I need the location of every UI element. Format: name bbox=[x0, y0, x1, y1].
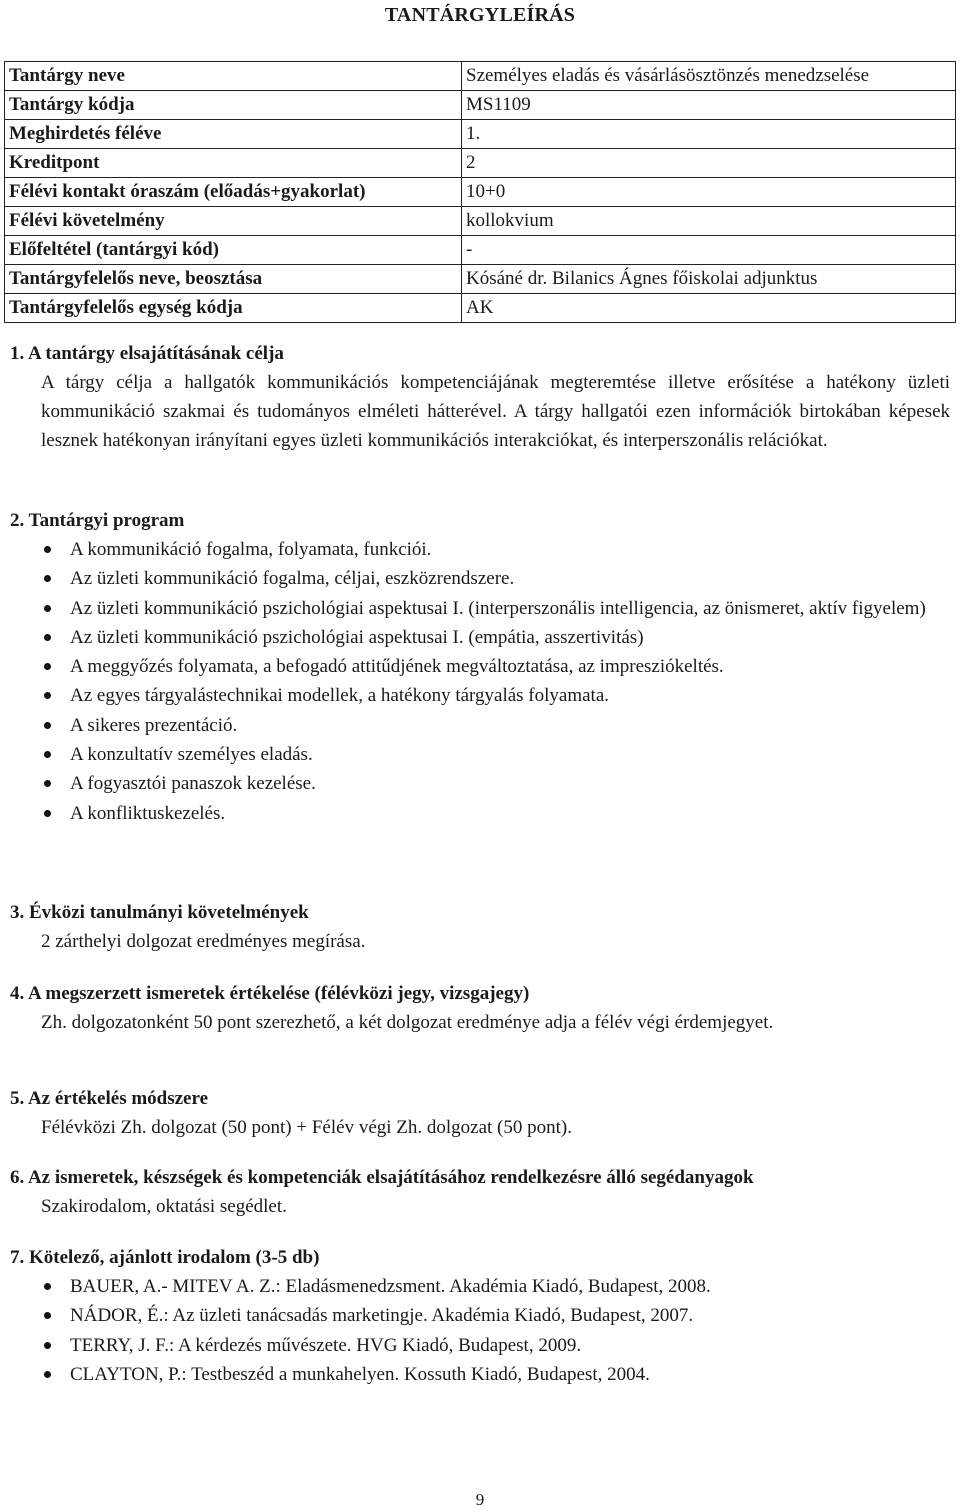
table-row bbox=[5, 207, 956, 236]
list-item: Az üzleti kommunikáció pszichológiai aspektusai I. (interperszonális intelligencia, az önismeret, aktív figyelem) bbox=[10, 594, 950, 623]
section-evaluation bbox=[10, 980, 950, 1037]
section-text: A tárgy célja a hallgatók kommunikációs kompetenciájának megteremtése illetve erősítése a hatékony üzleti kommunikáció szakmai és tudományos elméleti hátterével. A tárgy hallgatói ezen információk birtokában képesek lesznek hatékonyan irányítani egyes üzleti kommunikációs interakciókat, és interperszonális relációkat. bbox=[41, 372, 950, 451]
row-value: Személyes eladás és vásárlásösztönzés menedzselése bbox=[462, 62, 956, 91]
table-row bbox=[5, 149, 956, 178]
section-goal bbox=[10, 340, 950, 455]
section-text: Szakirodalom, oktatási segédlet. bbox=[41, 1196, 287, 1217]
table-row bbox=[5, 236, 956, 265]
table-row bbox=[5, 294, 956, 323]
table-row bbox=[5, 91, 956, 120]
row-label: Meghirdetés féléve bbox=[5, 120, 462, 149]
list-item: A fogyasztói panaszok kezelése. bbox=[10, 769, 950, 798]
row-label: Tantárgyfelelős neve, beosztása bbox=[5, 265, 462, 294]
section-heading: 5. Az értékelés módszere bbox=[10, 1088, 209, 1109]
row-value: kollokvium bbox=[462, 207, 956, 236]
literature-list bbox=[10, 1272, 950, 1389]
section-text: 2 zárthelyi dolgozat eredményes megírása. bbox=[41, 931, 366, 952]
row-label: Tantárgy neve bbox=[5, 62, 462, 91]
table-row bbox=[5, 120, 956, 149]
section-requirements bbox=[10, 899, 950, 956]
page-number: 9 bbox=[475, 1490, 485, 1509]
row-value: - bbox=[462, 236, 956, 265]
table-row bbox=[5, 178, 956, 207]
list-item: BAUER, A.- MITEV A. Z.: Eladásmenedzsment. Akadémia Kiadó, Budapest, 2008. bbox=[10, 1272, 950, 1301]
course-info-table bbox=[4, 61, 956, 323]
section-heading: 6. Az ismeretek, készségek és kompetenciák elsajátításához rendelkezésre álló segédanyagok bbox=[10, 1167, 754, 1188]
section-heading: 4. A megszerzett ismeretek értékelése (félévközi jegy, vizsgajegy) bbox=[10, 983, 530, 1004]
section-text: Zh. dolgozatonként 50 pont szerezhető, a két dolgozat eredménye adja a félév végi érdemjegyet. bbox=[41, 1012, 774, 1033]
row-label: Félévi követelmény bbox=[5, 207, 462, 236]
list-item: TERRY, J. F.: A kérdezés művészete. HVG Kiadó, Budapest, 2009. bbox=[10, 1331, 950, 1360]
document-title: TANTÁRGYLEÍRÁS bbox=[384, 4, 576, 26]
row-label: Kreditpont bbox=[5, 149, 462, 178]
section-program bbox=[10, 507, 950, 828]
section-heading: 1. A tantárgy elsajátításának célja bbox=[10, 343, 284, 364]
section-method bbox=[10, 1085, 950, 1142]
section-heading: 2. Tantárgyi program bbox=[10, 510, 185, 531]
row-value: Kósáné dr. Bilanics Ágnes főiskolai adjunktus bbox=[462, 265, 956, 294]
section-heading: 3. Évközi tanulmányi követelmények bbox=[10, 902, 309, 923]
list-item: Az üzleti kommunikáció fogalma, céljai, eszközrendszere. bbox=[10, 564, 950, 593]
table-row bbox=[5, 62, 956, 91]
row-value: MS1109 bbox=[462, 91, 956, 120]
row-label: Félévi kontakt óraszám (előadás+gyakorlat) bbox=[5, 178, 462, 207]
row-value: 1. bbox=[462, 120, 956, 149]
list-item: CLAYTON, P.: Testbeszéd a munkahelyen. Kossuth Kiadó, Budapest, 2004. bbox=[10, 1360, 950, 1389]
list-item: NÁDOR, É.: Az üzleti tanácsadás marketingje. Akadémia Kiadó, Budapest, 2007. bbox=[10, 1301, 950, 1330]
row-value: 2 bbox=[462, 149, 956, 178]
table-row bbox=[5, 265, 956, 294]
row-label: Tantárgy kódja bbox=[5, 91, 462, 120]
row-value: AK bbox=[462, 294, 956, 323]
list-item: A kommunikáció fogalma, folyamata, funkciói. bbox=[10, 535, 950, 564]
list-item: A meggyőzés folyamata, a befogadó attitűdjének megváltoztatása, az impresziókeltés. bbox=[10, 652, 950, 681]
list-item: A konfliktuskezelés. bbox=[10, 799, 950, 828]
section-text: Félévközi Zh. dolgozat (50 pont) + Félév végi Zh. dolgozat (50 pont). bbox=[41, 1117, 572, 1138]
row-label: Tantárgyfelelős egység kódja bbox=[5, 294, 462, 323]
program-list bbox=[10, 535, 950, 828]
row-value: 10+0 bbox=[462, 178, 956, 207]
section-materials bbox=[10, 1164, 950, 1221]
list-item: A konzultatív személyes eladás. bbox=[10, 740, 950, 769]
list-item: Az üzleti kommunikáció pszichológiai aspektusai I. (empátia, asszertivitás) bbox=[10, 623, 950, 652]
list-item: A sikeres prezentáció. bbox=[10, 711, 950, 740]
section-literature bbox=[10, 1244, 950, 1389]
list-item: Az egyes tárgyalástechnikai modellek, a hatékony tárgyalás folyamata. bbox=[10, 681, 950, 710]
row-label: Előfeltétel (tantárgyi kód) bbox=[5, 236, 462, 265]
section-heading: 7. Kötelező, ajánlott irodalom (3-5 db) bbox=[10, 1247, 320, 1268]
